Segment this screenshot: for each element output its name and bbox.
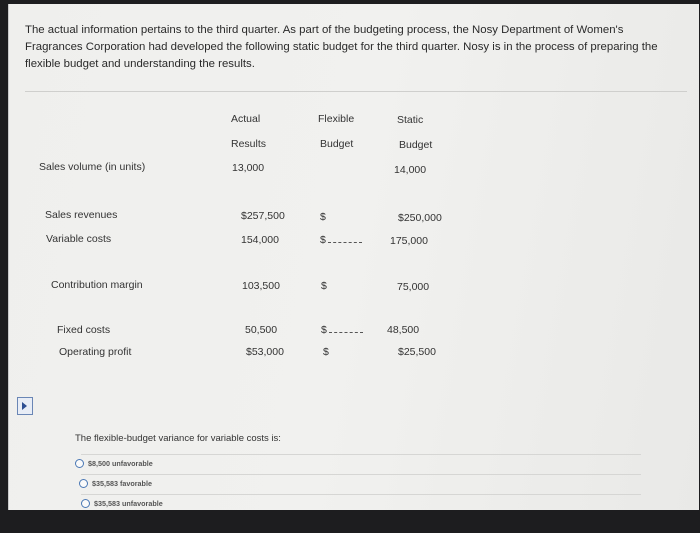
question-text: The flexible-budget variance for variable costs is: — [75, 433, 281, 444]
option-2[interactable] — [79, 479, 152, 488]
static-operating-profit: $25,500 — [398, 346, 436, 358]
static-sales-volume: 14,000 — [394, 164, 427, 176]
actual-operating-profit: $53,000 — [246, 346, 284, 358]
option-3-label: $35,583 unfavorable — [94, 499, 163, 508]
flexible-contribution-margin: $ — [321, 280, 327, 292]
answer-blank[interactable] — [329, 324, 363, 333]
option-1[interactable] — [75, 459, 153, 468]
static-contribution-margin: 75,000 — [397, 281, 430, 293]
header-actual-line1: Actual — [231, 113, 261, 125]
divider — [81, 494, 641, 495]
option-3[interactable] — [81, 499, 163, 508]
question-panel — [8, 4, 699, 510]
radio-icon[interactable] — [75, 459, 84, 468]
question-marker-icon — [17, 397, 33, 415]
dollar-sign: $ — [321, 324, 327, 336]
radio-icon[interactable] — [79, 479, 88, 488]
flexible-fixed-costs[interactable] — [321, 324, 363, 336]
divider — [81, 454, 641, 455]
header-flexible-line2: Budget — [320, 138, 354, 150]
static-fixed-costs: 48,500 — [387, 324, 420, 336]
dollar-sign: $ — [320, 234, 326, 246]
header-actual-line2: Results — [231, 138, 267, 150]
header-flexible-line1: Flexible — [318, 113, 355, 125]
radio-icon[interactable] — [81, 499, 90, 508]
row-label-operating-profit: Operating profit — [59, 346, 132, 358]
answer-blank[interactable] — [328, 234, 362, 243]
row-label-sales-volume: Sales volume (in units) — [39, 161, 146, 173]
flexible-sales-revenues: $ — [320, 211, 326, 223]
row-label-contribution-margin: Contribution margin — [51, 279, 143, 291]
option-1-label: $8,500 unfavorable — [88, 459, 153, 468]
divider — [25, 91, 687, 92]
row-label-variable-costs: Variable costs — [46, 233, 112, 245]
static-sales-revenues: $250,000 — [398, 212, 442, 224]
flexible-variable-costs[interactable] — [320, 234, 362, 246]
row-label-fixed-costs: Fixed costs — [57, 324, 111, 336]
static-variable-costs: 175,000 — [390, 235, 428, 247]
actual-sales-volume: 13,000 — [232, 162, 265, 174]
header-static-line1: Static — [397, 114, 424, 126]
problem-intro: The actual information pertains to the third quarter. As part of the budgeting process, the Nosy Department of Women's Fragrances Corporation had developed the following static budget for the third quarter. Nosy is in the process of preparing the flexible budget and understanding the results. — [25, 24, 658, 70]
flexible-operating-profit: $ — [323, 346, 329, 358]
actual-variable-costs: 154,000 — [241, 234, 279, 246]
actual-sales-revenues: $257,500 — [241, 210, 285, 222]
divider — [81, 474, 641, 475]
option-2-label: $35,583 favorable — [92, 479, 152, 488]
actual-fixed-costs: 50,500 — [245, 324, 278, 336]
header-static-line2: Budget — [399, 139, 433, 151]
row-label-sales-revenues: Sales revenues — [45, 209, 118, 221]
actual-contribution-margin: 103,500 — [242, 280, 280, 292]
